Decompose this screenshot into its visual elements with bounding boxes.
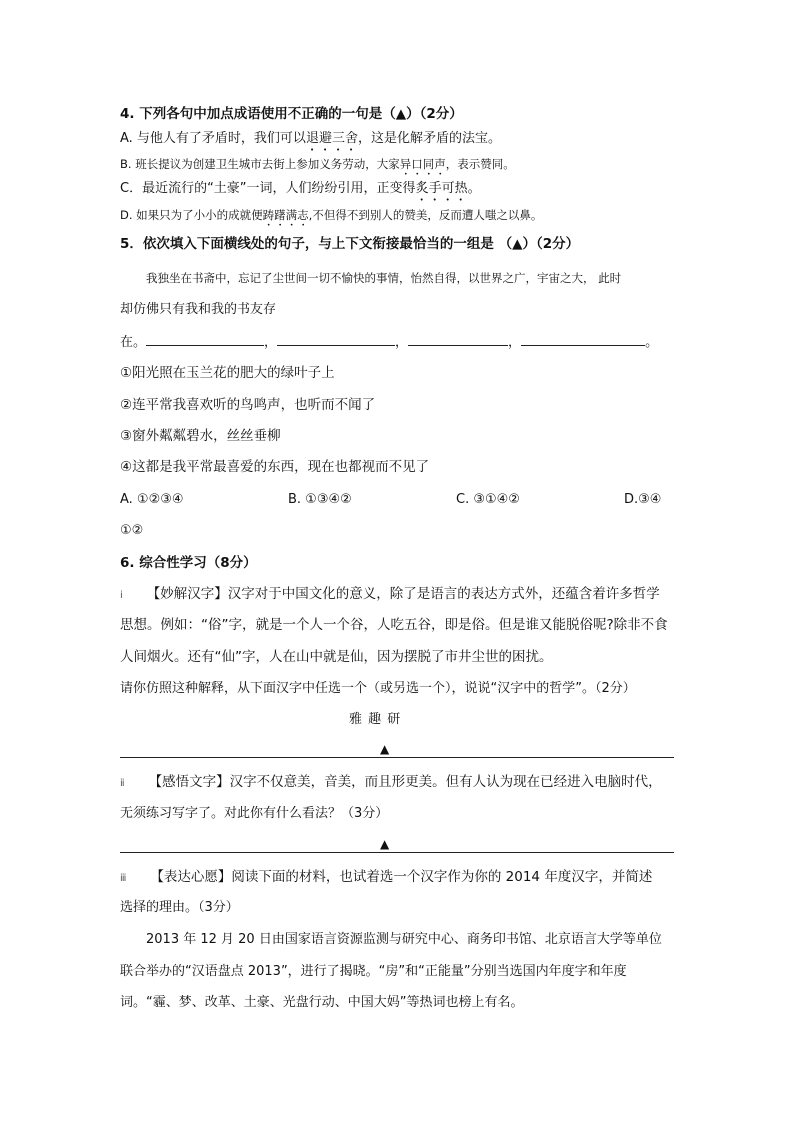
q5-option-b: B. ①③④② — [288, 492, 352, 507]
q6-part2-line1 — [120, 773, 662, 793]
q6-part2-line2: 无须练习写字了。对此你有什么看法？（3分） — [120, 806, 389, 821]
q4-a-post: ，这是化解矛盾的法宝。 — [357, 131, 501, 146]
answer-triangle-2: ▲ — [380, 837, 390, 851]
q4-option-d — [120, 206, 542, 229]
q5-item-1: ①阳光照在玉兰花的肥大的绿叶子上 — [120, 365, 335, 381]
q4-a-pre: A. 与他人有了矛盾时，我们可以 — [120, 131, 306, 146]
q5-blank-1 — [146, 333, 264, 346]
q5-option-c: C. ③①④② — [456, 492, 520, 507]
q5-blanks-line — [120, 333, 658, 352]
q6-part1-line1 — [120, 585, 660, 605]
q6-part3-marker: ⅲ — [120, 873, 127, 884]
q5-item-4: ④这都是我平常最喜爱的东西，现在也都视而不见了 — [120, 459, 430, 475]
q4-option-a — [120, 130, 501, 154]
q5-option-a: A. ①②③④ — [120, 492, 184, 507]
q6-material-line2: 联合举办的“汉语盘点 2013”，进行了揭晓。“房”和“正能量”分别当选国内年度字和年度 — [120, 964, 627, 979]
q5-title: 5．依次填入下面横线处的句子，与上下文衔接最恰当的一组是 （▲）（2分） — [120, 236, 580, 252]
q6-title: 6. 综合性学习（8分） — [120, 555, 257, 571]
q6-part1-line4: 请你仿照这种解释，从下面汉字中任选一个（或另选一个），说说“汉字中的哲学”。（2分） — [120, 681, 636, 696]
q6-part3-text1: 【表达心愿】阅读下面的材料，也试着选一个汉字作为你的 2014 年度汉字，并简述 — [150, 869, 653, 885]
q4-a-idiom: 退避三舍 — [305, 131, 358, 146]
q4-b-idiom: 异口同声 — [399, 157, 446, 171]
q5-passage-line1: 我独坐在书斋中，忘记了尘世间一切不愉快的事情，怡然自得，以世界之广，宇宙之大， 此时 — [146, 271, 622, 285]
q4-d-idiom: 踌躇满志 — [262, 208, 309, 222]
q5-item-2: ②连平常我喜欢听的鸟鸣声，也听而不闻了 — [120, 397, 376, 413]
q6-part1-line2: 思想。例如：“俗”字，就是一个人一个谷，人吃五谷，即是俗。但是谁又能脱俗呢?除非不食 — [120, 617, 668, 633]
q4-d-post: ,不但得不到别人的赞美，反而遭人嗤之以鼻。 — [308, 208, 543, 222]
q5-comma-2: ， — [395, 335, 409, 350]
q4-option-b — [120, 155, 515, 178]
q6-part1-line3: 人间烟火。还有“仙”字，人在山中就是仙，因为摆脱了市井尘世的困扰。 — [120, 649, 553, 665]
q6-part1-marker: ⅰ — [120, 590, 123, 601]
q5-period: 。 — [645, 335, 659, 350]
q5-option-d-continued: ①② — [120, 523, 144, 538]
q5-passage-line3: 在。 — [120, 335, 147, 350]
q5-item-3: ③窗外粼粼碧水，丝丝垂柳 — [120, 428, 281, 444]
q4-c-post: 。 — [467, 181, 481, 196]
q4-d-pre: D. 如果只为了小小的成就便 — [120, 208, 263, 222]
q6-part1-text1: 【妙解汉字】汉字对于中国文化的意义，除了是语言的表达方式外，还蕴含着许多哲学 — [146, 586, 660, 602]
q5-option-d: D.③④ — [624, 492, 662, 507]
q5-blank-4 — [521, 333, 645, 346]
q4-c-idiom: 炙手可热 — [415, 181, 468, 196]
q4-b-pre: B. 班长提议为创建卫生城市去街上参加义务劳动，大家 — [120, 157, 400, 171]
q6-part2-marker: ⅱ — [120, 778, 125, 789]
q6-part3-line1 — [120, 868, 652, 888]
q6-candidate-chars: 雅 趣 研 — [349, 712, 402, 727]
q5-comma-1: ， — [264, 335, 278, 350]
q6-part3-line2: 选择的理由。（3分） — [120, 900, 239, 915]
q4-title: 4. 下列各句中加点成语使用不正确的一句是（▲）（2分） — [120, 106, 463, 122]
q4-option-c — [120, 180, 481, 204]
q6-part2-text1: 【感悟文字】汉字不仅意美，音美，而且形更美。但有人认为现在已经进入电脑时代， — [148, 774, 662, 790]
q5-blank-3 — [408, 333, 508, 346]
q6-material-line1: 2013 年 12 月 20 日由国家语言资源监测与研究中心、商务印书馆、北京语言大学等单位 — [146, 932, 662, 947]
answer-line-1 — [120, 757, 674, 758]
q5-blank-2 — [277, 333, 395, 346]
answer-line-2 — [120, 852, 674, 853]
answer-triangle-1: ▲ — [380, 742, 390, 756]
q4-c-pre: C．最近流行的“土豪”一词，人们纷纷引用，正变得 — [120, 181, 416, 196]
q4-b-post: ，表示赞同。 — [445, 157, 515, 171]
q5-passage-line2: 却仿佛只有我和我的书友存 — [120, 302, 277, 317]
q5-comma-3: ， — [508, 335, 522, 350]
q6-material-line3: 词。“霾、梦、改革、土豪、光盘行动、中国大妈”等热词也榜上有名。 — [120, 995, 524, 1010]
